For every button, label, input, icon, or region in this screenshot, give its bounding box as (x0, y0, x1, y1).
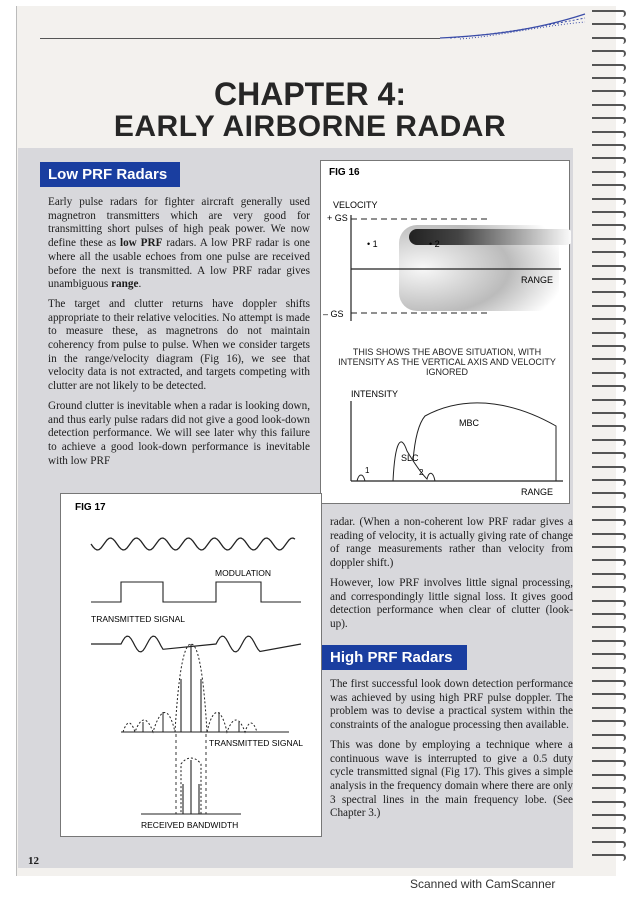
binding-ring (592, 747, 626, 754)
figure-17-title: FIG 17 (75, 502, 106, 513)
binding-ring (592, 104, 626, 111)
chapter-title: EARLY AIRBORNE RADAR (113, 110, 507, 143)
binding-ring (592, 626, 626, 633)
paragraph: The target and clutter returns have doppler shifts appropriate to their relative velocities. No attempt is made to measure these, as magnetrons do not maintain coherency from pulse to pulse. When we consider targets in the range/velocity diagram (Fig 16), we see that velocity data is not extracted, and targets competing with clutter are not likely to be detected. (48, 297, 310, 393)
figure-17 (60, 493, 322, 837)
paragraph: Ground clutter is inevitable when a radar is looking down, and thus early pulse radars did not give a good look-down detection performance. We will see later why this failure to achieve a good look-down performance is inevitable with low PRF (48, 399, 310, 467)
binding-ring (592, 117, 626, 124)
binding-ring (592, 841, 626, 848)
paragraph: radar. (When a non-coherent low PRF radar gives a reading of velocity, it is actually giving rate of change of range measurements rather than velocity from doppler shift.) (330, 516, 573, 570)
low-prf-text-continued (330, 516, 573, 638)
binding-ring (592, 385, 626, 392)
binding-ring (592, 332, 626, 339)
binding-ring (592, 278, 626, 285)
low-prf-heading: Low PRF Radars (40, 162, 180, 187)
transmitted-signal-label-2: TRANSMITTED SIGNAL (209, 738, 303, 748)
paragraph: However, low PRF involves little signal processing, and correspondingly little signal loss. It gives good detection performance when clear of clutter (look-up). (330, 576, 573, 630)
target-1-label: • 1 (367, 239, 378, 249)
scanner-watermark: Scanned with CamScanner (410, 877, 556, 891)
transmitted-signal-label: TRANSMITTED SIGNAL (91, 614, 185, 624)
high-prf-heading: High PRF Radars (322, 645, 467, 670)
binding-ring (592, 613, 626, 620)
paragraph: Early pulse radars for fighter aircraft generally used magnetron transmitters which are very good for transmitting short pulses of high peak power. We now define these as low PRF radars. A low PRF radar is one where all the usable echoes from one pulse are received before the next is transmitted. A low PRF radar gives unambiguous range. (48, 196, 311, 291)
binding-ring (592, 265, 626, 272)
binding-ring (592, 479, 626, 486)
binding-ring (592, 399, 626, 406)
binding-ring (592, 827, 626, 834)
binding-ring (592, 318, 626, 325)
minus-gs-label: – GS (323, 309, 344, 319)
figure-16-caption: THIS SHOWS THE ABOVE SITUATION, WITH INTENSITY AS THE VERTICAL AXIS AND VELOCITY IGNORED (338, 347, 556, 377)
binding-ring (592, 546, 626, 553)
binding-ring (592, 466, 626, 473)
binding-ring (592, 37, 626, 44)
plus-gs-label: + GS (327, 213, 348, 223)
carrier-sine-wave (91, 538, 295, 550)
spiral-binding (592, 10, 632, 870)
binding-ring (592, 854, 626, 861)
paragraph: This was done by employing a technique where a continuous wave is interrupted to give a 0.5 duty cycle transmitted signal (Fig 17). This gives a simple analysis in the frequency domain where there are only 3 spectral lines in the main frequency lobe. (See Chapter 3.) (330, 738, 573, 820)
figure-17-diagram (61, 494, 323, 838)
velocity-axis-label: VELOCITY (333, 200, 378, 210)
binding-ring (592, 600, 626, 607)
binding-ring (592, 90, 626, 97)
binding-ring (592, 305, 626, 312)
binding-ring (592, 211, 626, 218)
binding-ring (592, 224, 626, 231)
wave-decoration-icon (430, 10, 590, 42)
binding-ring (592, 653, 626, 660)
header-rule (40, 38, 440, 39)
binding-ring (592, 184, 626, 191)
intensity-axis-label: INTENSITY (351, 389, 399, 399)
binding-ring (592, 492, 626, 499)
chapter-number: CHAPTER 4: (213, 76, 406, 112)
binding-ring (592, 707, 626, 714)
binding-ring (592, 171, 626, 178)
peak-2-label: 2 (419, 468, 424, 477)
binding-ring (592, 144, 626, 151)
binding-ring (592, 814, 626, 821)
modulation-label: MODULATION (215, 568, 272, 578)
binding-ring (592, 372, 626, 379)
range-axis-label-2: RANGE (521, 487, 554, 497)
slc-label: SLC (401, 453, 419, 463)
binding-ring (592, 358, 626, 365)
binding-ring (592, 157, 626, 164)
transmitted-burst-wave (91, 636, 301, 652)
figure-16 (320, 160, 570, 504)
binding-ring (592, 693, 626, 700)
target-2-label: • 2 (429, 239, 440, 249)
paragraph: The first successful look down detection performance was achieved by using high PRF pulse doppler. The problem was to devise a practical system within the constraints of the analogue processing then available. (330, 678, 573, 732)
binding-ring (592, 774, 626, 781)
binding-ring (592, 439, 626, 446)
binding-ring (592, 519, 626, 526)
binding-ring (592, 50, 626, 57)
binding-ring (592, 23, 626, 30)
low-prf-text (48, 196, 310, 474)
binding-ring (592, 291, 626, 298)
binding-ring (592, 680, 626, 687)
binding-ring (592, 760, 626, 767)
main-beam-clutter-curve (413, 403, 556, 481)
binding-ring (592, 667, 626, 674)
received-bandwidth-label: RECEIVED BANDWIDTH (141, 820, 239, 830)
figure-16-title: FIG 16 (329, 167, 360, 178)
peak-1-label: 1 (365, 466, 370, 475)
binding-ring (592, 787, 626, 794)
binding-ring (592, 506, 626, 513)
figure-16-diagram (321, 161, 571, 505)
binding-ring (592, 640, 626, 647)
binding-ring (592, 131, 626, 138)
binding-ring (592, 586, 626, 593)
binding-ring (592, 77, 626, 84)
binding-ring (592, 412, 626, 419)
binding-ring (592, 198, 626, 205)
binding-ring (592, 238, 626, 245)
binding-ring (592, 720, 626, 727)
high-prf-text (330, 678, 573, 827)
target-1-peak (357, 475, 365, 481)
binding-ring (592, 533, 626, 540)
binding-ring (592, 251, 626, 258)
binding-ring (592, 10, 626, 17)
binding-ring (592, 559, 626, 566)
range-axis-label: RANGE (521, 275, 554, 285)
binding-ring (592, 425, 626, 432)
binding-ring (592, 734, 626, 741)
binding-ring (592, 345, 626, 352)
binding-ring (592, 64, 626, 71)
binding-ring (592, 801, 626, 808)
binding-ring (592, 573, 626, 580)
modulation-square-wave (91, 582, 301, 602)
binding-ring (592, 452, 626, 459)
page-number: 12 (28, 855, 39, 867)
mbc-label: MBC (459, 418, 479, 428)
